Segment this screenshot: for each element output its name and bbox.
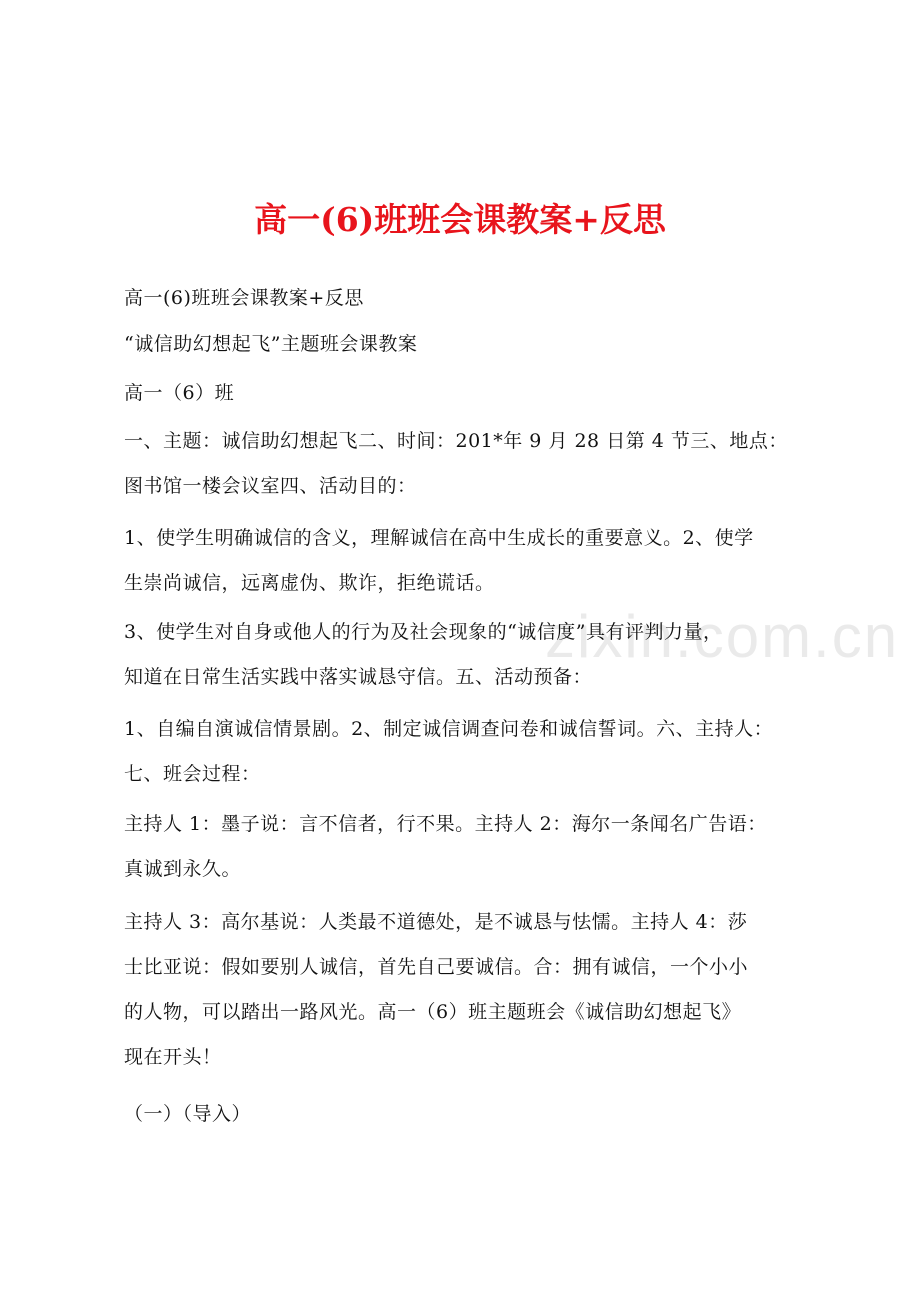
text-line: 知道在日常生活实践中落实诚恳守信。五、活动预备：: [124, 666, 593, 688]
text-line: 的人物，可以踏出一路风光。高一（6）班主题班会《诚信助幻想起飞》: [124, 1001, 742, 1023]
paragraph-host-quotes-1: [124, 802, 800, 892]
paragraph-lesson-theme: [124, 322, 800, 367]
text-line: 图书馆一楼会议室四、活动目的：: [124, 475, 417, 497]
paragraph-subtitle: [124, 276, 800, 321]
text-line: 高一(6)班班会课教案+反思: [124, 287, 364, 309]
paragraph-host-quotes-2: [124, 900, 800, 1080]
paragraph-class: [124, 371, 800, 416]
paragraph-basic-info: [124, 419, 800, 509]
paragraph-preparation: [124, 707, 800, 797]
document-title: 高一(6)班班会课教案+反思: [254, 200, 666, 239]
text-line: 七、班会过程：: [124, 763, 261, 785]
paragraph-objectives-1: [124, 516, 800, 606]
text-line: 1、使学生明确诚信的含义，理解诚信在高中生成长的重要意义。2、使学: [124, 527, 754, 549]
paragraph-objectives-3: [124, 610, 800, 700]
text-line: 主持人 3：高尔基说：人类最不道德处，是不诚恳与怯懦。主持人 4：莎: [124, 911, 748, 933]
text-line: 现在开头！: [124, 1046, 222, 1068]
text-line: 1、自编自演诚信情景剧。2、制定诚信调查问卷和诚信誓词。六、主持人：: [124, 718, 774, 740]
text-line: 高一（6）班: [124, 382, 235, 404]
text-line: 主持人 1：墨子说：言不信者，行不果。主持人 2：海尔一条闻名广告语：: [124, 813, 767, 835]
text-line: 一、主题：诚信助幻想起飞二、时间：201*年 9 月 28 日第 4 节三、地点：: [124, 430, 788, 452]
text-line: （一）（导入）: [124, 1103, 252, 1125]
paragraph-section-intro: [124, 1092, 800, 1137]
text-line: “诚信助幻想起飞”主题班会课教案: [124, 333, 418, 355]
text-line: 士比亚说：假如要别人诚信，首先自己要诚信。合：拥有诚信，一个小小: [124, 956, 749, 978]
text-line: 生崇尚诚信，远离虚伪、欺诈，拒绝谎话。: [124, 572, 495, 594]
text-line: 真诚到永久。: [124, 858, 242, 880]
watermark: zixin.com.cn: [545, 603, 900, 670]
text-line: 3、使学生对自身或他人的行为及社会现象的“诚信度”具有评判力量，: [124, 621, 723, 643]
